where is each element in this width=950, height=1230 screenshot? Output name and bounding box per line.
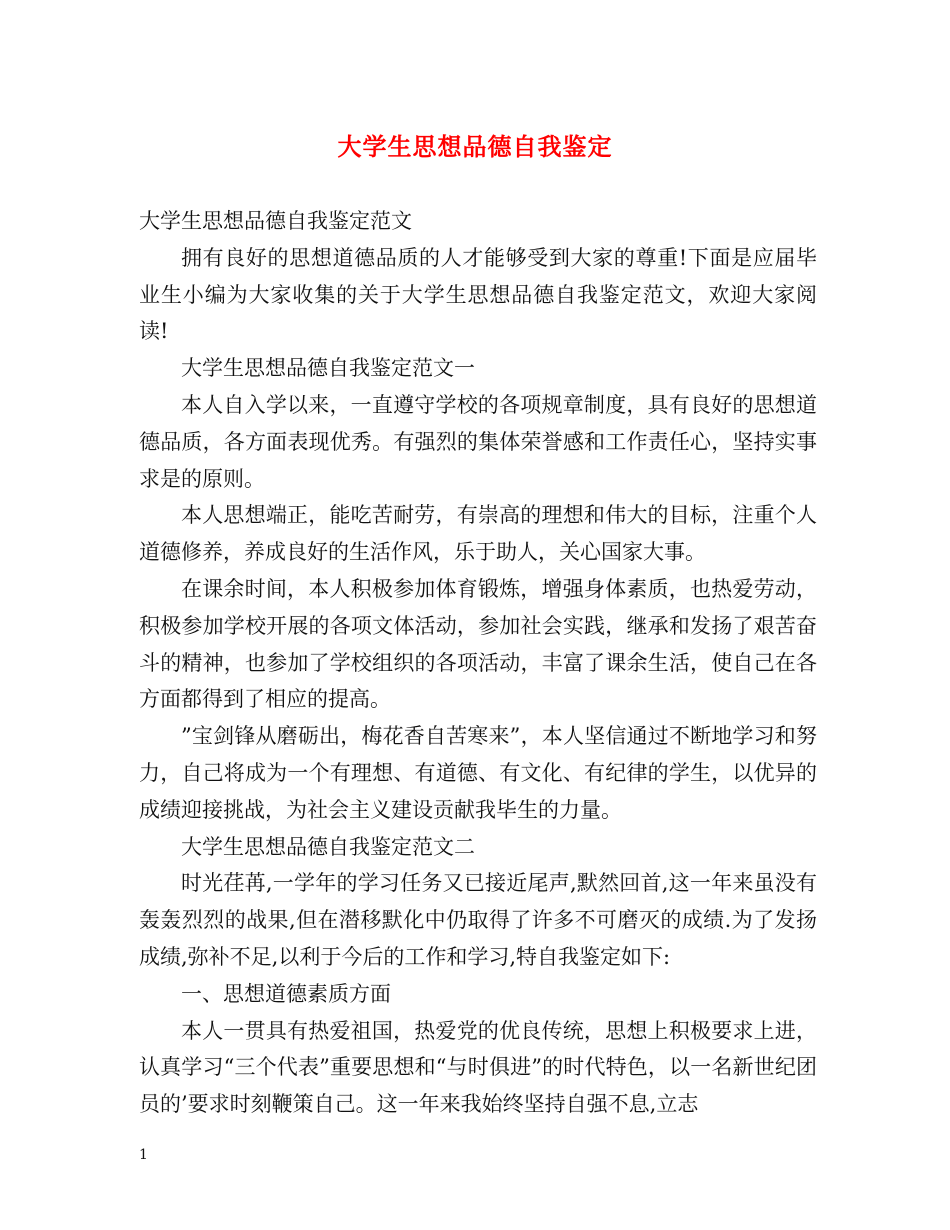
document-title: 大学生思想品德自我鉴定 (337, 132, 613, 161)
section-heading: 大学生思想品德自我鉴定范文一 (181, 356, 475, 381)
section-heading: 大学生思想品德自我鉴定范文二 (181, 834, 475, 859)
paragraph: ”宝剑锋从磨砺出，梅花香自苦寒来”，本人坚信通过不断地学习和努力，自己将成为一个有理想、有道德、有文化、有纪律的学生，以优异的成绩迎接挑战，为社会主义建设贡献我毕生的力量。 (139, 724, 817, 822)
page-number: 1 (139, 1147, 148, 1163)
paragraph: 拥有良好的思想道德品质的人才能够受到大家的尊重!下面是应届毕业生小编为大家收集的关于大学生思想品德自我鉴定范文，欢迎大家阅读! (139, 245, 817, 344)
paragraph: 本人一贯具有热爱祖国，热爱党的优良传统，思想上积极要求上进，认真学习“三个代表”重要思想和“与时俱进”的时代特色，以一名新世纪团员的’要求时刻鞭策自己。这一年来我始终坚持自强不息,立志 (139, 1018, 817, 1117)
document-body (139, 203, 817, 1123)
section-heading: 一、思想道德素质方面 (181, 981, 391, 1006)
paragraph: 时光荏苒,一学年的学习任务又已接近尾声,默然回首,这一年来虽没有轰轰烈烈的战果,但在潜移默化中仍取得了许多不可磨灭的成绩.为了发扬成绩,弥补不足,以利于今后的工作和学习,特自我鉴定如下: (139, 871, 817, 969)
paragraph: 大学生思想品德自我鉴定范文 (139, 209, 412, 233)
paragraph: 在课余时间，本人积极参加体育锻炼，增强身体素质，也热爱劳动，积极参加学校开展的各项文体活动，参加社会实践，继承和发扬了艰苦奋斗的精神，也参加了学校组织的各项活动，丰富了课余生活，使自己在各方面都得到了相应的提高。 (139, 576, 817, 712)
paragraph: 本人自入学以来，一直遵守学校的各项规章制度，具有良好的思想道德品质，各方面表现优秀。有强烈的集体荣誉感和工作责任心，坚持实事求是的原则。 (139, 392, 817, 491)
paragraph: 本人思想端正，能吃苦耐劳，有崇高的理想和伟大的目标，注重个人道德修养，养成良好的生活作风，乐于助人，关心国家大事。 (139, 503, 817, 565)
